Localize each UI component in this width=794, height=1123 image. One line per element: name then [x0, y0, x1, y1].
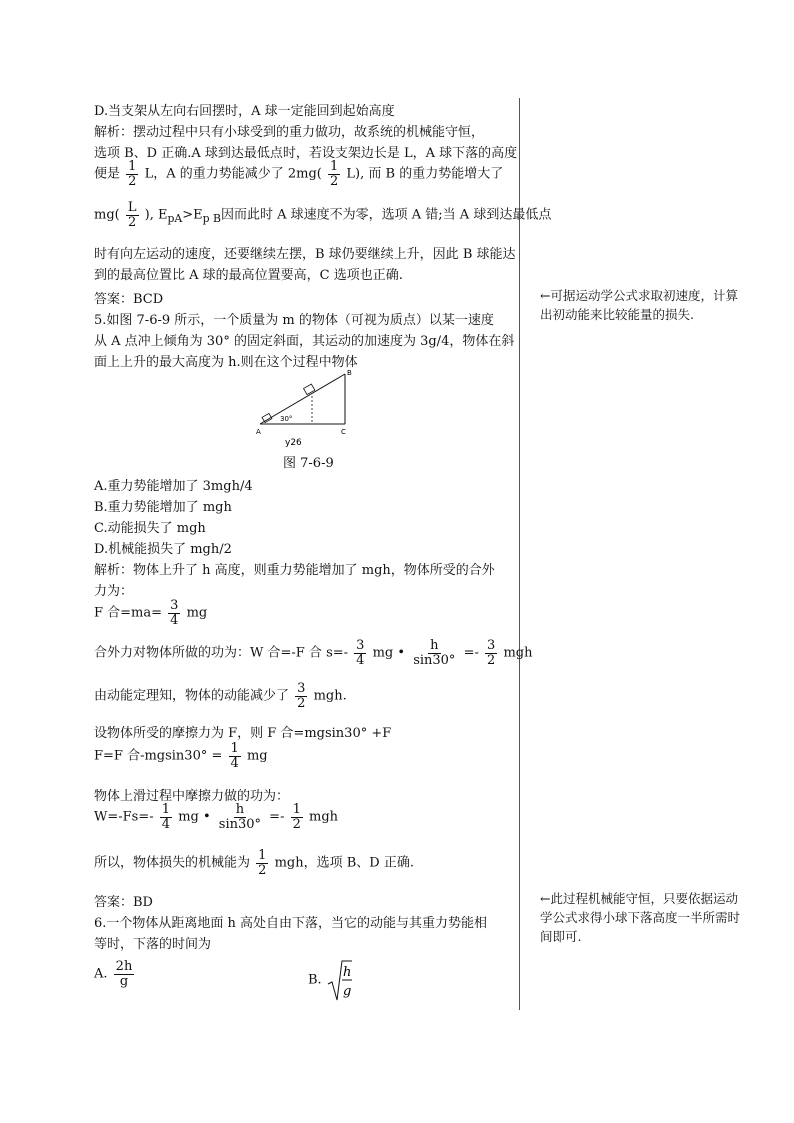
equation-7	[94, 803, 338, 831]
text: 便是	[94, 166, 121, 182]
text: F=F 合-mgsin30° =	[94, 748, 223, 764]
text: L), 而 B 的重力势能增大了	[346, 166, 504, 182]
text: mgh	[503, 645, 533, 661]
analysis-line-6: 到的最高位置比 A 球的最高位置要高，C 选项也正确.	[94, 268, 403, 283]
text: 合外力对物体所做的功为：W 合=-F 合 s=-	[94, 645, 349, 661]
fraction-1-4: $\frac{1}{4}$	[161, 802, 171, 832]
text: 所以，物体损失的机械能为	[94, 855, 251, 871]
analysis-line-2: 选项 B、D 正确.A 球到达最低点时，若设支架边长是 L，A 球下落的高度	[94, 146, 518, 161]
question-6-line-1: 6.一个物体从距离地面 h 高处自由下落，当它的动能与其重力势能相	[94, 916, 488, 931]
text: mg	[246, 748, 268, 764]
sqrt-h-over-g	[326, 958, 352, 1002]
text: A.	[94, 966, 108, 982]
text: B.	[308, 972, 322, 988]
question-5-line-3: 面上上升的最大高度为 h.则在这个过程中物体	[94, 355, 358, 370]
option-d: D.机械能损失了 mgh/2	[94, 542, 232, 557]
fraction-L-over-2: $\frac{L}{2}$	[127, 200, 137, 230]
question-5-line-1: 5.如图 7-6-9 所示，一个质量为 m 的物体（可视为质点）以某一速度	[94, 313, 494, 328]
text: L，A 的重力势能减少了 2mg(	[144, 166, 322, 182]
option-d-previous: D.当支架从左向右回摆时，A 球一定能回到起始高度	[94, 104, 395, 119]
margin-note-1: ←可据运动学公式求取初速度，计算出初动能来比较能量的损失.	[540, 288, 738, 322]
analysis-line-3	[94, 160, 503, 188]
analysis5-line-1: 解析：物体上升了 h 高度，则重力势能增加了 mgh，物体所受的合外	[94, 563, 495, 578]
equation-2	[94, 639, 532, 667]
question-6-option-b	[308, 958, 352, 1002]
answer-2: 答案：BD	[94, 895, 153, 910]
label-c: C	[341, 428, 346, 436]
text: 由动能定理知，物体的动能减少了	[94, 688, 290, 704]
fraction-h-sin30: $\frac{h}{\sin 30^\circ}$	[218, 802, 262, 832]
text: ), E	[144, 207, 168, 223]
fraction-1-2: $\frac{1}{2}$	[258, 848, 267, 878]
margin-note-2: ←此过程机械能守恒，只要依据运动学公式求得小球下落高度一半所需时间即可.	[540, 891, 741, 944]
fraction-1-4: $\frac{1}{4}$	[230, 741, 239, 771]
option-c: C.动能损失了 mgh	[94, 521, 206, 536]
text: mg	[186, 605, 208, 621]
margin-divider	[519, 98, 520, 1010]
sqrt-denominator: g	[342, 984, 352, 999]
equation-4: 设物体所受的摩擦力为 F，则 F 合=mgsin30° +F	[94, 726, 392, 741]
option-b: B.重力势能增加了 mgh	[94, 500, 232, 515]
fraction-half: $\frac{1}{2}$	[128, 159, 137, 189]
incline-figure	[255, 368, 365, 448]
equation-8	[94, 849, 414, 877]
equation-3	[94, 682, 347, 710]
text: mg •	[372, 645, 406, 661]
text: 因而此时 A 球速度不为零，选项 A 错;当 A 球到达最低点	[220, 207, 552, 223]
text: mgh	[309, 809, 339, 825]
label-a: A	[256, 428, 261, 436]
answer-1: 答案：BCD	[94, 292, 164, 307]
fraction-3-2: $\frac{3}{2}$	[297, 681, 306, 711]
figure-caption: 图 7-6-9	[283, 456, 334, 471]
question-5-line-2: 从 A 点冲上倾角为 30° 的固定斜面，其运动的加速度为 3g/4，物体在斜	[94, 334, 515, 349]
equation-5	[94, 742, 268, 770]
question-6-option-a	[94, 960, 136, 988]
label-b: B	[347, 369, 352, 377]
analysis-line-5: 时有向左运动的速度，还要继续左摆，B 球仍要继续上升，因此 B 球能达	[94, 247, 516, 262]
label-angle: 30°	[280, 415, 293, 423]
label-y26: y26	[285, 438, 302, 448]
text: mg •	[178, 809, 211, 825]
analysis-line-1: 解析：摆动过程中只有小球受到的重力做功，故系统的机械能守恒，	[94, 125, 485, 140]
equation-1	[94, 599, 207, 627]
text: =-	[269, 809, 285, 825]
fraction-h-sin30: $\frac{h}{\sin 30^\circ}$	[413, 638, 456, 668]
text: >E	[182, 207, 203, 223]
radical-sign	[326, 958, 352, 1002]
subscript: p B	[202, 212, 221, 226]
text: =-	[463, 645, 479, 661]
text: mgh.	[313, 688, 347, 704]
slope-line	[260, 374, 345, 424]
text: mg(	[94, 207, 120, 223]
fraction-2h-g: $\frac{2h}{g}$	[115, 959, 133, 989]
fraction-3-4: $\frac{3}{4}$	[170, 598, 179, 628]
analysis-line-4	[94, 201, 551, 229]
option-a: A.重力势能增加了 3mgh/4	[94, 479, 253, 494]
analysis5-line-2: 力为：	[94, 584, 134, 599]
sqrt-numerator: h	[342, 965, 352, 980]
text: F 合=ma=	[94, 605, 163, 621]
question-6-line-2: 等时，下落的时间为	[94, 937, 212, 952]
fraction-3-2: $\frac{3}{2}$	[487, 638, 496, 668]
fraction-3-4: $\frac{3}{4}$	[356, 638, 365, 668]
text: W=-Fs=-	[94, 809, 154, 825]
subscript: pA	[167, 212, 183, 226]
equation-6: 物体上滑过程中摩擦力做的功为：	[94, 789, 290, 804]
text: mgh，选项 B、D 正确.	[274, 855, 414, 871]
fraction-1-2: $\frac{1}{2}$	[292, 802, 301, 832]
fraction-half: $\frac{1}{2}$	[330, 159, 339, 189]
